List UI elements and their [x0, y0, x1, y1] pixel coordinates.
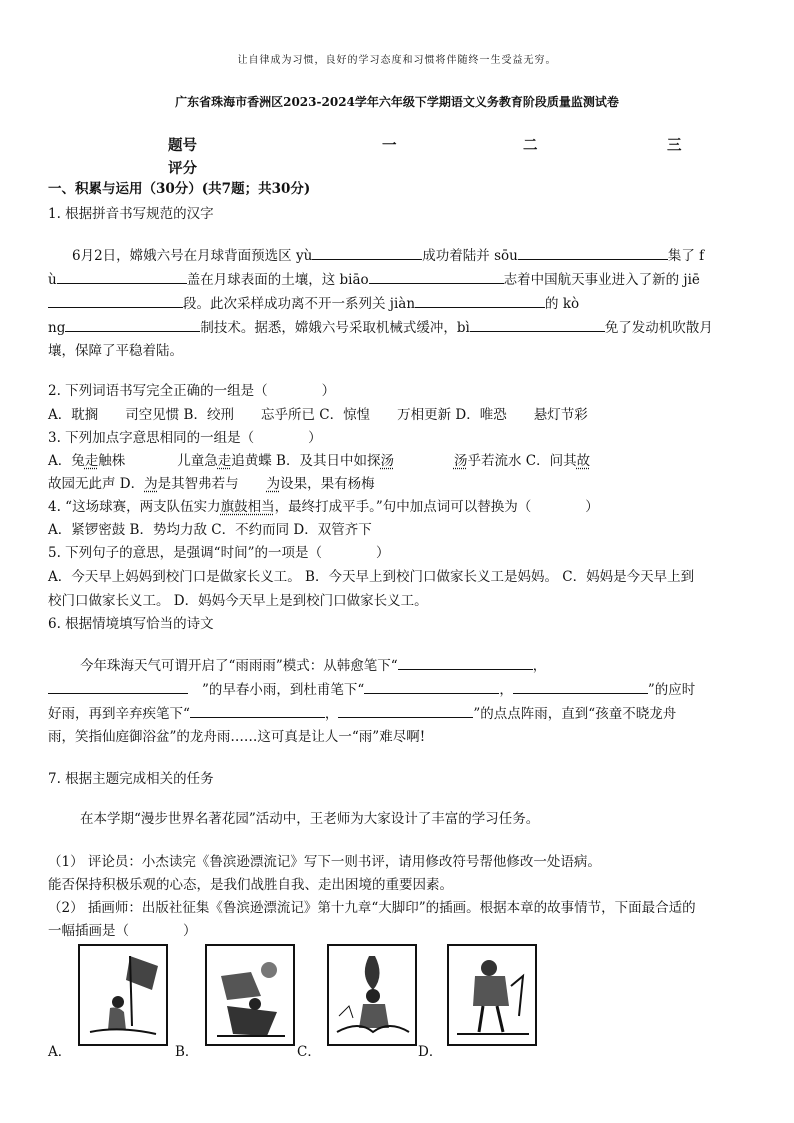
illustration-c[interactable]: [327, 944, 417, 1046]
section-heading: 一、积累与运用（30分）(共7题；共30分): [48, 181, 311, 197]
illustration-b[interactable]: [205, 944, 295, 1046]
q5-stem: 5. 下列句子的意思，是强调“时间”的一项是（ ）: [48, 545, 390, 561]
blank-bi[interactable]: [470, 318, 605, 332]
q6-line1: 今年珠海天气可谓开启了“雨雨雨”模式：从韩愈笔下“ ，: [80, 658, 547, 674]
q1-line4: ng 制技术。据悉，嫦娥六号采取机械式缓冲，bì 免了发动机吹散月: [48, 320, 713, 336]
blank-jie[interactable]: [48, 294, 183, 308]
option-a-label: A．: [48, 1044, 72, 1060]
blank-kong[interactable]: [65, 318, 200, 332]
q3-line2: 故园无此声 D．为是其智弗若与 为设果，果有杨梅: [48, 476, 375, 492]
q7-sub2-b: 一幅插画是（ ）: [48, 923, 197, 939]
q2-options: A．耽搁 司空见惯 B．绞刑 忘乎所已 C．惊惶 万相更新 D．唯恐 悬灯节彩: [48, 407, 588, 423]
blank-biao[interactable]: [369, 270, 504, 284]
q7-intro: 在本学期“漫步世界名著花园”活动中，王老师为大家设计了丰富的学习任务。: [80, 811, 540, 827]
q1-line3: 段。此次采样成功离不开一系列关 jiàn 的 kò: [48, 294, 754, 313]
q7-sub1: （1） 评论员：小杰读完《鲁滨逊漂流记》写下一则书评，请用修改符号帮他修改一处语病。: [48, 854, 601, 870]
poem-blank-4[interactable]: [513, 680, 648, 694]
q5-line2: 校门口做家长义工。 D．妈妈今天早上是到校门口做家长义工。: [48, 593, 428, 609]
q7-sub1-sentence: 能否保持积极乐观的心态，是我们战胜自我、走出困境的重要因素。: [48, 877, 453, 893]
blank-jian[interactable]: [415, 294, 545, 308]
illustration-a[interactable]: [78, 944, 168, 1046]
poem-blank-3[interactable]: [364, 680, 499, 694]
poem-blank-2[interactable]: [48, 680, 188, 694]
q5-line1: A．今天早上妈妈到校门口是做家长义工。 B．今天早上到校门口做家长义工是妈妈。 C．妈妈是今天早上到: [48, 569, 695, 585]
score-col-2: 二: [523, 137, 538, 154]
q4-options: A．紧锣密鼓 B．势均力敌 C．不约而同 D．双管齐下: [48, 522, 372, 538]
blank-sou[interactable]: [518, 246, 668, 260]
q6-line2: ”的早春小雨，到杜甫笔下“ ， ”的应时: [48, 680, 754, 699]
q7-stem: 7. 根据主题完成相关的任务: [48, 771, 214, 787]
q1-line1: 6月2日，嫦娥六号在月球背面预选区 yù 成功着陆并 sōu 集了 f: [72, 248, 705, 264]
poem-blank-1[interactable]: [398, 656, 533, 670]
option-c-label: C．: [297, 1044, 321, 1060]
page-title: 广东省珠海市香洲区2023-2024学年六年级下学期语文义务教育阶段质量监测试卷: [175, 95, 619, 109]
q6-stem: 6. 根据情境填写恰当的诗文: [48, 616, 214, 632]
q3-line1: A．兔走触株 儿童急走追黄蝶 B．及其日中如探汤 汤乎若流水 C．问其故: [48, 453, 591, 469]
q1-line2: ù 盖在月球表面的土壤，这 biāo 志着中国航天事业进入了新的 jiē: [48, 272, 700, 288]
q7-sub2: （2） 插画师：出版社征集《鲁滨逊漂流记》第十九章“大脚印”的插画。根据本章的故事情节，下面最合适的: [48, 900, 696, 916]
option-b-label: B．: [175, 1044, 199, 1060]
q2-stem: 2. 下列词语书写完全正确的一组是（ ）: [48, 383, 336, 399]
score-row-label: 评分: [168, 160, 197, 177]
q3-stem: 3. 下列加点字意思相同的一组是（ ）: [48, 430, 322, 446]
poem-blank-5[interactable]: [190, 704, 325, 718]
q1-line5: 壤，保障了平稳着陆。: [48, 343, 183, 359]
q6-line4: 雨，笑指仙庭御浴盆”的龙舟雨……这可真是让人一“雨”难尽啊!: [48, 729, 426, 745]
blank-yu[interactable]: [312, 246, 422, 260]
score-col-1: 一: [382, 137, 397, 154]
motto: 让自律成为习惯，良好的学习态度和习惯将伴随终一生受益无穷。: [237, 55, 557, 66]
score-col-label: 题号: [168, 137, 197, 154]
illustration-d[interactable]: [447, 944, 537, 1046]
q4-stem: 4. “这场球赛，两支队伍实力旗鼓相当，最终打成平手。”句中加点词可以替换为（ ）: [48, 499, 599, 515]
q1-stem: 1. 根据拼音书写规范的汉字: [48, 206, 214, 222]
option-d-label: D．: [418, 1044, 443, 1060]
score-col-3: 三: [667, 137, 682, 154]
poem-blank-6[interactable]: [338, 704, 473, 718]
blank-fu[interactable]: [57, 270, 187, 284]
q6-line3: 好雨，再到辛弃疾笔下“ ， ”的点点阵雨，直到“孩童不晓龙舟: [48, 706, 677, 722]
